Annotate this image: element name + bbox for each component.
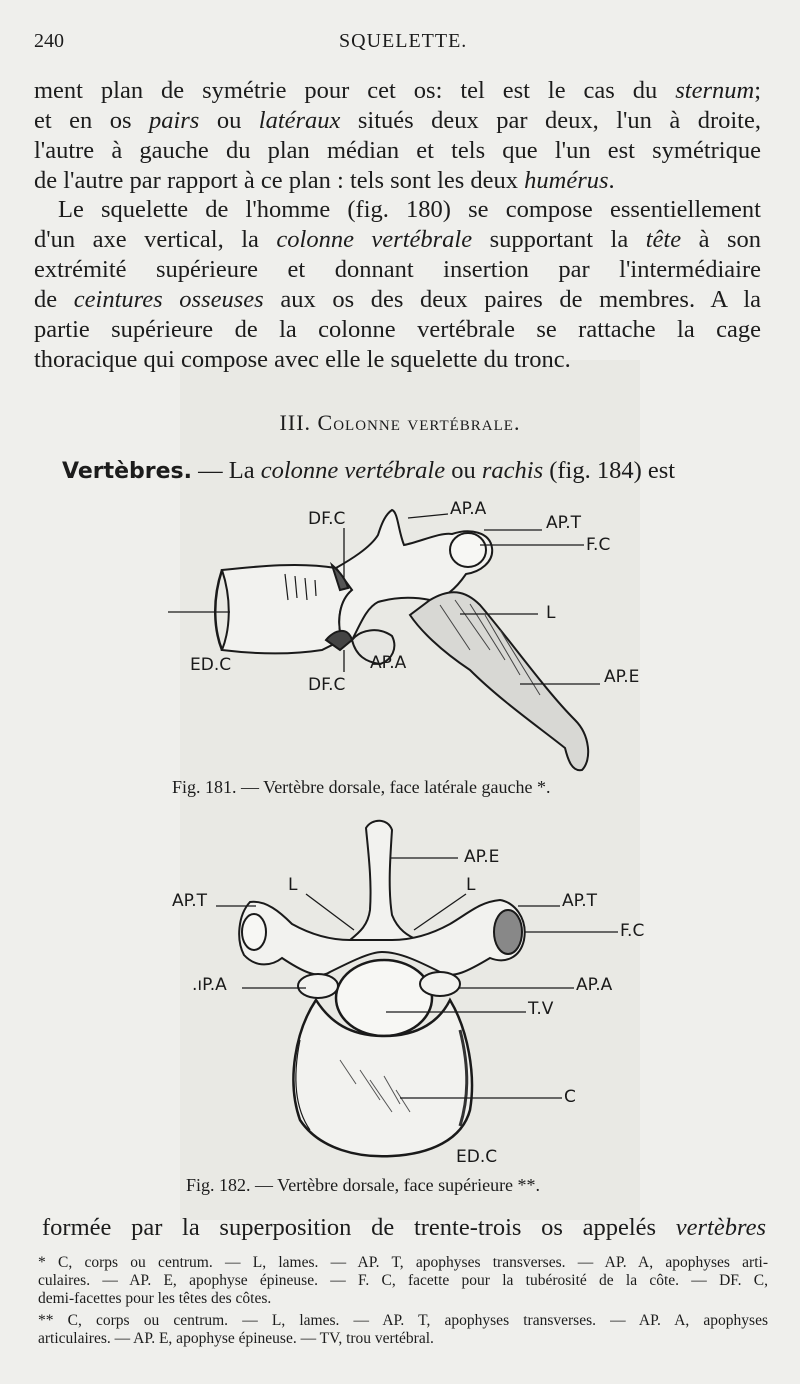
label-c: C bbox=[564, 1087, 576, 1107]
label-dfc-bottom: DF.C bbox=[308, 675, 346, 695]
label-l: L bbox=[546, 603, 556, 623]
label-ape-182: AP.E bbox=[464, 847, 500, 867]
figure-181-drawing bbox=[215, 510, 588, 770]
vertebres-heading: Vertèbres. bbox=[62, 459, 193, 484]
text-line-bottom: formée par la superposition de trente-trois os appelés vertèbres bbox=[42, 1214, 766, 1241]
footnote-181 bbox=[38, 1254, 768, 1308]
footnote-line: demi-facettes pour les têtes des côtes. bbox=[38, 1290, 272, 1307]
label-apa-right: AP.A bbox=[576, 975, 613, 995]
text-line: et en os pairs ou latéraux situés deux par deux, l'un à droite, bbox=[34, 107, 761, 134]
label-edc-182: ED.C bbox=[456, 1147, 498, 1167]
text-line: de ceintures osseuses aux os des deux paires de membres. A la bbox=[34, 286, 762, 313]
text-line: Le squelette de l'homme (fig. 180) se compose essentiellement bbox=[58, 196, 761, 223]
text-line: thoracique qui compose avec elle le squelette du tronc. bbox=[34, 346, 571, 373]
left-articular-facet bbox=[298, 974, 338, 998]
text-line: de l'autre par rapport à ce plan : tels sont les deux humérus. bbox=[34, 167, 615, 194]
label-dfc-top: DF.C bbox=[308, 509, 346, 529]
text-line: partie supérieure de la colonne vertébrale se rattache la cage bbox=[34, 316, 761, 343]
footnote-line: culaires. — AP. E, apophyse épineuse. — F. C, facette pour la tubérosité de la côte. — DF. C, bbox=[38, 1272, 768, 1289]
text-line: ment plan de symétrie pour cet os: tel est le cas du sternum; bbox=[34, 77, 761, 104]
footnote-line: ** C, corps ou centrum. — L, lames. — AP. T, apophyses transverses. — AP. A, apophyses bbox=[38, 1312, 768, 1329]
costal-facet bbox=[450, 533, 486, 567]
vertebral-foramen bbox=[336, 960, 432, 1036]
right-articular-facet bbox=[420, 972, 460, 996]
footnote-line: articulaires. — AP. E, apophyse épineuse. — TV, trou vertébral. bbox=[38, 1330, 434, 1347]
label-ape: AP.E bbox=[604, 667, 640, 687]
text-line: l'autre à gauche du plan médian et tels que l'un est symétrique bbox=[34, 137, 761, 164]
label-l-right: L bbox=[466, 875, 476, 895]
vertebres-text: — La colonne vertébrale ou rachis (fig. 184) est bbox=[192, 457, 676, 484]
right-costal-facet bbox=[494, 910, 522, 954]
label-apa-left: .ıP.A bbox=[192, 975, 227, 995]
running-title: SQUELETTE. bbox=[339, 30, 468, 52]
figure-182-caption: Fig. 182. — Vertèbre dorsale, face supérieure **. bbox=[186, 1175, 541, 1195]
left-transverse-tip bbox=[242, 914, 266, 950]
footnote-line: * C, corps ou centrum. — L, lames. — AP. T, apophyses transverses. — AP. A, apophyses arti- bbox=[38, 1254, 768, 1271]
label-apa-bottom: AP.A bbox=[370, 653, 407, 673]
text-line: d'un axe vertical, la colonne vertébrale supportant la tête à son bbox=[34, 226, 761, 253]
label-l-left: L bbox=[288, 875, 298, 895]
section-title: Colonne vertébrale. bbox=[317, 410, 521, 435]
section-numeral: III. bbox=[279, 410, 312, 435]
figure-181-caption: Fig. 181. — Vertèbre dorsale, face latérale gauche *. bbox=[172, 777, 551, 797]
text-line: extrémité supérieure et donnant insertion par l'intermédiaire bbox=[34, 256, 761, 283]
footnote-182 bbox=[38, 1312, 768, 1348]
spinous-process-superior bbox=[350, 821, 418, 940]
spinous-process-lateral bbox=[410, 592, 588, 770]
label-tv: T.V bbox=[528, 999, 554, 1019]
label-edc: ED.C bbox=[190, 655, 232, 675]
label-apa-top: AP.A bbox=[450, 499, 487, 519]
label-fc-182: F.C bbox=[620, 921, 645, 941]
label-fc: F.C bbox=[586, 535, 611, 555]
label-apt-left: AP.T bbox=[172, 891, 208, 911]
label-apt: AP.T bbox=[546, 513, 582, 533]
label-apt-right: AP.T bbox=[562, 891, 598, 911]
page-number: 240 bbox=[34, 30, 64, 52]
